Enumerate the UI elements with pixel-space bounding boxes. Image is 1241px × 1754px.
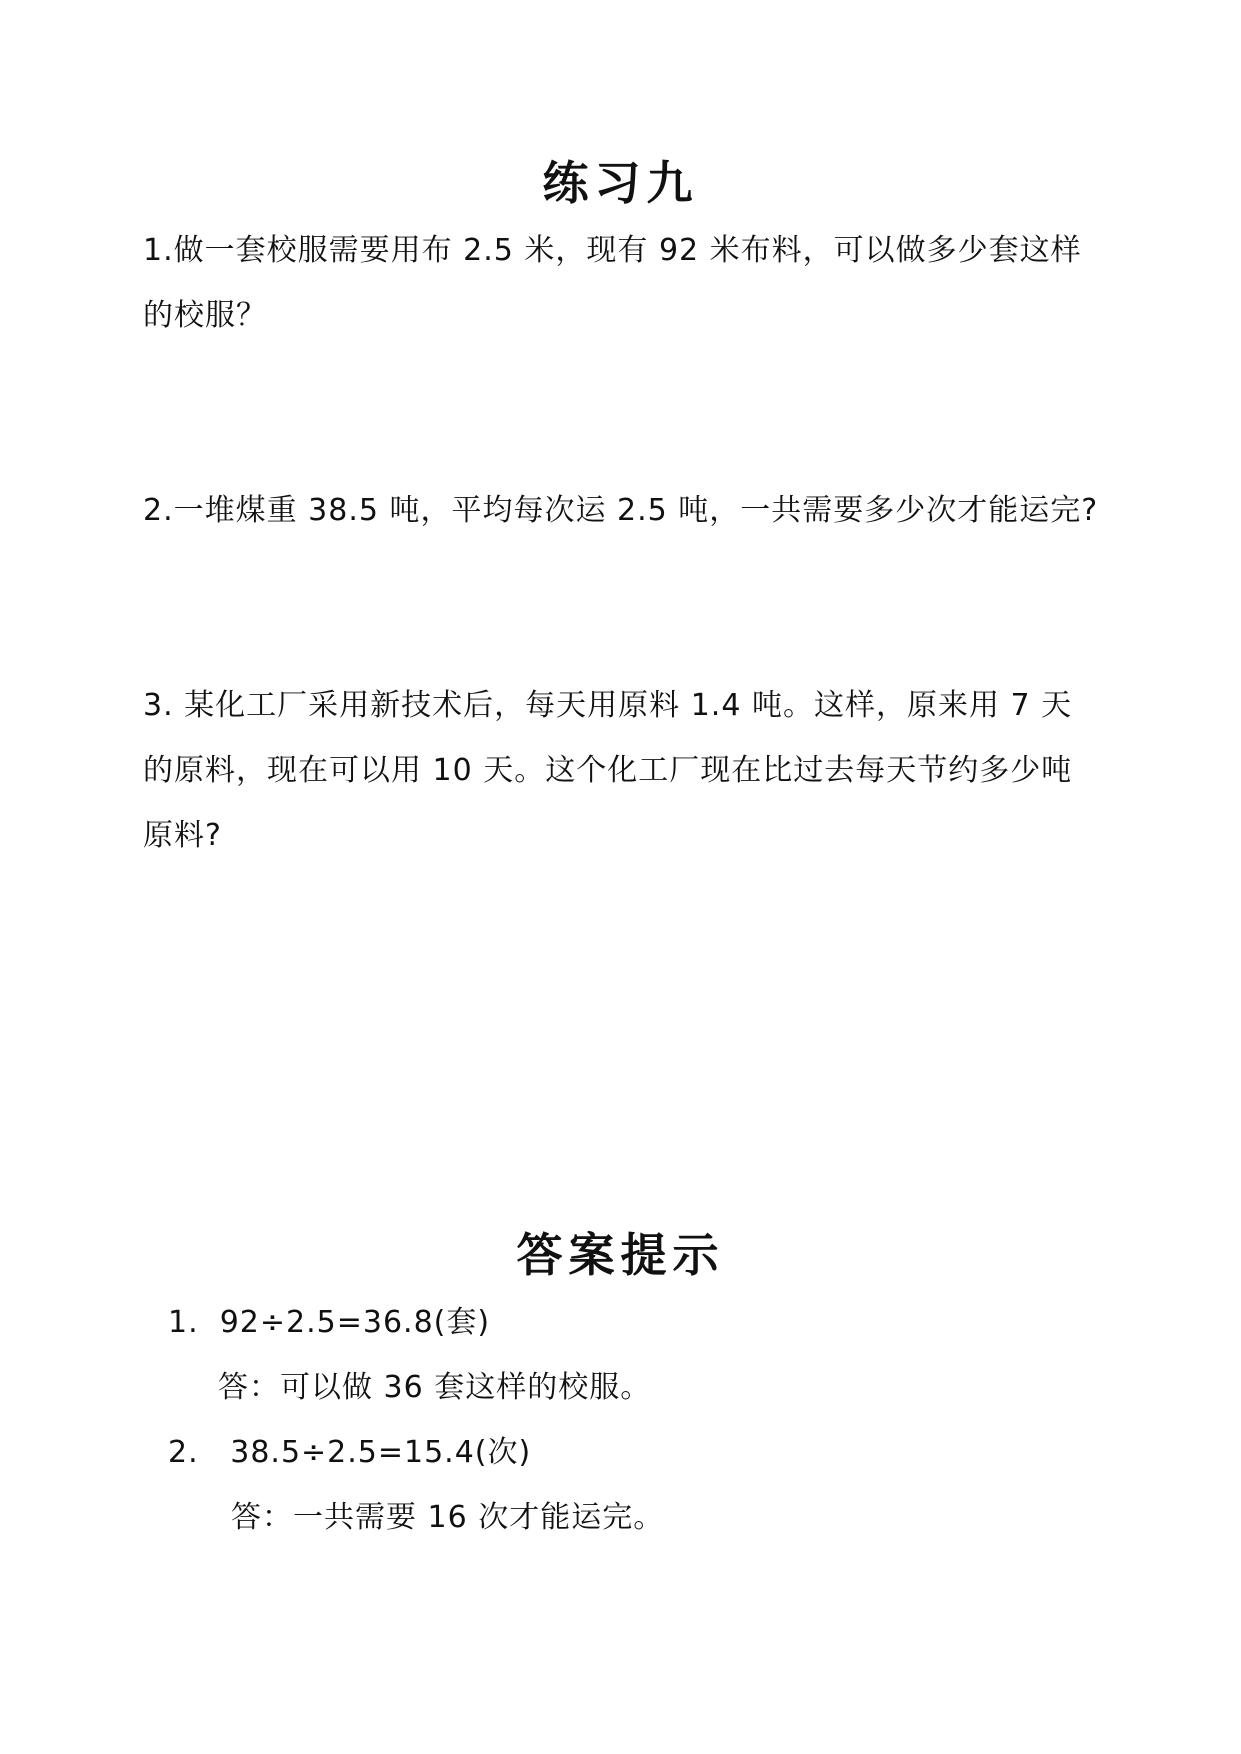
answer-2-formula: 2. 38.5÷2.5=15.4(次) <box>168 1435 532 1470</box>
problem-3 <box>143 673 1131 868</box>
problem-1 <box>143 218 1131 348</box>
problem-3-line-2: 的原料，现在可以用 10 天。这个化工厂现在比过去每天节约多少吨 <box>143 753 1073 788</box>
spacer <box>143 543 1131 673</box>
exercise-title: 练习九 <box>542 156 699 210</box>
exercise-body <box>0 218 1241 868</box>
answers-body <box>0 1290 1241 1550</box>
problem-3-line-1: 3. 某化工厂采用新技术后，每天用原料 1.4 吨。这样，原来用 7 天 <box>143 688 1073 723</box>
spacer <box>0 868 1241 1220</box>
problem-2-line-1: 2.一堆煤重 38.5 吨，平均每次运 2.5 吨，一共需要多少次才能运完? <box>143 493 1099 528</box>
answer-1-formula: 1. 92÷2.5=36.8(套) <box>168 1305 491 1340</box>
spacer <box>143 348 1131 478</box>
answers-title: 答案提示 <box>516 1228 725 1282</box>
answer-2-reply: 答：一共需要 16 次才能运完。 <box>231 1500 665 1535</box>
answer-1-reply: 答：可以做 36 套这样的校服。 <box>218 1370 652 1405</box>
answer-2 <box>143 1420 1131 1550</box>
answer-1 <box>143 1290 1131 1420</box>
problem-1-line-2: 的校服？ <box>143 298 267 333</box>
problem-3-line-3: 原料? <box>143 818 222 853</box>
problem-1-line-1: 1.做一套校服需要用布 2.5 米，现有 92 米布料，可以做多少套这样 <box>143 233 1082 268</box>
problem-2 <box>143 478 1131 543</box>
